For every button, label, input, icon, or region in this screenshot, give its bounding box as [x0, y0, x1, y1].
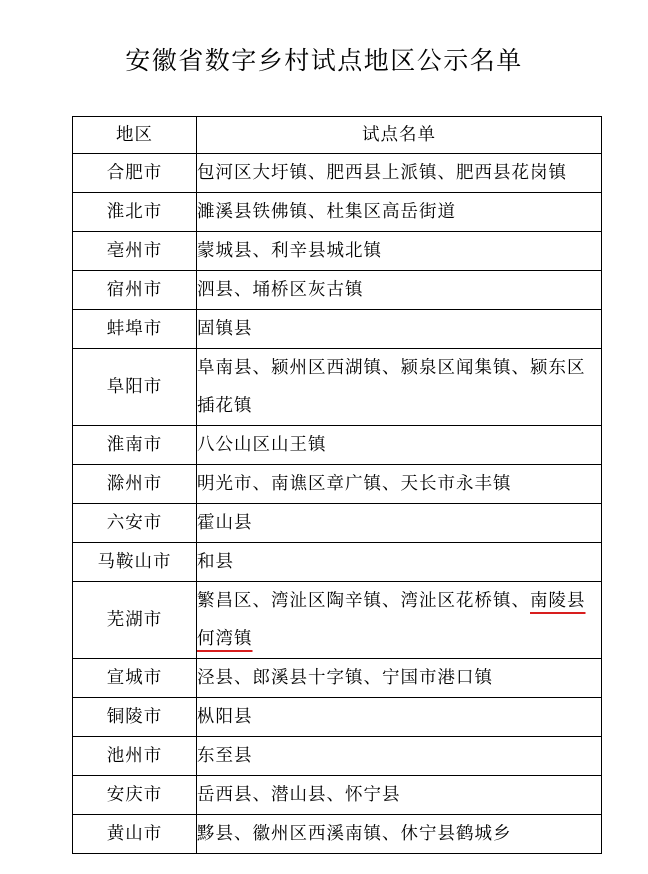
pilot-list-cell: 明光市、南谯区章广镇、天长市永丰镇: [197, 465, 602, 504]
pilot-list-table: [72, 116, 602, 854]
pilot-list-cell: 东至县: [197, 737, 602, 776]
pilot-list-cell: 泗县、埇桥区灰古镇: [197, 271, 602, 310]
underlined-pilot-text: 南陵县何湾镇: [197, 591, 586, 649]
region-cell: 滁州市: [73, 465, 197, 504]
region-cell: 蚌埠市: [73, 310, 197, 349]
table-row: [73, 465, 602, 504]
table-row: [73, 504, 602, 543]
table-row: [73, 698, 602, 737]
pilot-list-cell: 阜南县、颍州区西湖镇、颍泉区闻集镇、颍东区插花镇: [197, 349, 602, 426]
table-row: [73, 582, 602, 659]
table-row: [73, 193, 602, 232]
pilot-list-cell: 黟县、徽州区西溪南镇、休宁县鹤城乡: [197, 815, 602, 854]
pilot-list-cell: 蒙城县、利辛县城北镇: [197, 232, 602, 271]
region-cell: 芜湖市: [73, 582, 197, 659]
region-cell: 阜阳市: [73, 349, 197, 426]
region-cell: 亳州市: [73, 232, 197, 271]
region-cell: 淮北市: [73, 193, 197, 232]
pilot-list-cell: 枞阳县: [197, 698, 602, 737]
pilot-list-cell: [197, 582, 602, 659]
region-cell: 合肥市: [73, 154, 197, 193]
table-row: [73, 154, 602, 193]
region-cell: 淮南市: [73, 426, 197, 465]
region-cell: 宿州市: [73, 271, 197, 310]
pilot-list-cell: 固镇县: [197, 310, 602, 349]
region-cell: 黄山市: [73, 815, 197, 854]
table-row: [73, 426, 602, 465]
table-row: [73, 659, 602, 698]
table-row: [73, 776, 602, 815]
column-header-list: 试点名单: [197, 117, 602, 154]
table-row: [73, 349, 602, 426]
region-cell: 池州市: [73, 737, 197, 776]
table-row: [73, 232, 602, 271]
column-header-region: 地区: [73, 117, 197, 154]
pilot-list-cell: 霍山县: [197, 504, 602, 543]
table-row: [73, 543, 602, 582]
region-cell: 安庆市: [73, 776, 197, 815]
pilot-list-cell: 濉溪县铁佛镇、杜集区高岳街道: [197, 193, 602, 232]
table-header-row: [73, 117, 602, 154]
pilot-list-text: 繁昌区、湾沚区陶辛镇、湾沚区花桥镇、: [197, 591, 530, 611]
pilot-list-cell: 和县: [197, 543, 602, 582]
pilot-list-cell: 岳西县、潜山县、怀宁县: [197, 776, 602, 815]
pilot-list-cell: 包河区大圩镇、肥西县上派镇、肥西县花岗镇: [197, 154, 602, 193]
region-cell: 宣城市: [73, 659, 197, 698]
pilot-list-cell: 八公山区山王镇: [197, 426, 602, 465]
region-cell: 铜陵市: [73, 698, 197, 737]
table-row: [73, 271, 602, 310]
table-row: [73, 815, 602, 854]
region-cell: 马鞍山市: [73, 543, 197, 582]
pilot-list-cell: 泾县、郎溪县十字镇、宁国市港口镇: [197, 659, 602, 698]
table-row: [73, 737, 602, 776]
table-row: [73, 310, 602, 349]
region-cell: 六安市: [73, 504, 197, 543]
page-title: 安徽省数字乡村试点地区公示名单: [125, 46, 523, 75]
